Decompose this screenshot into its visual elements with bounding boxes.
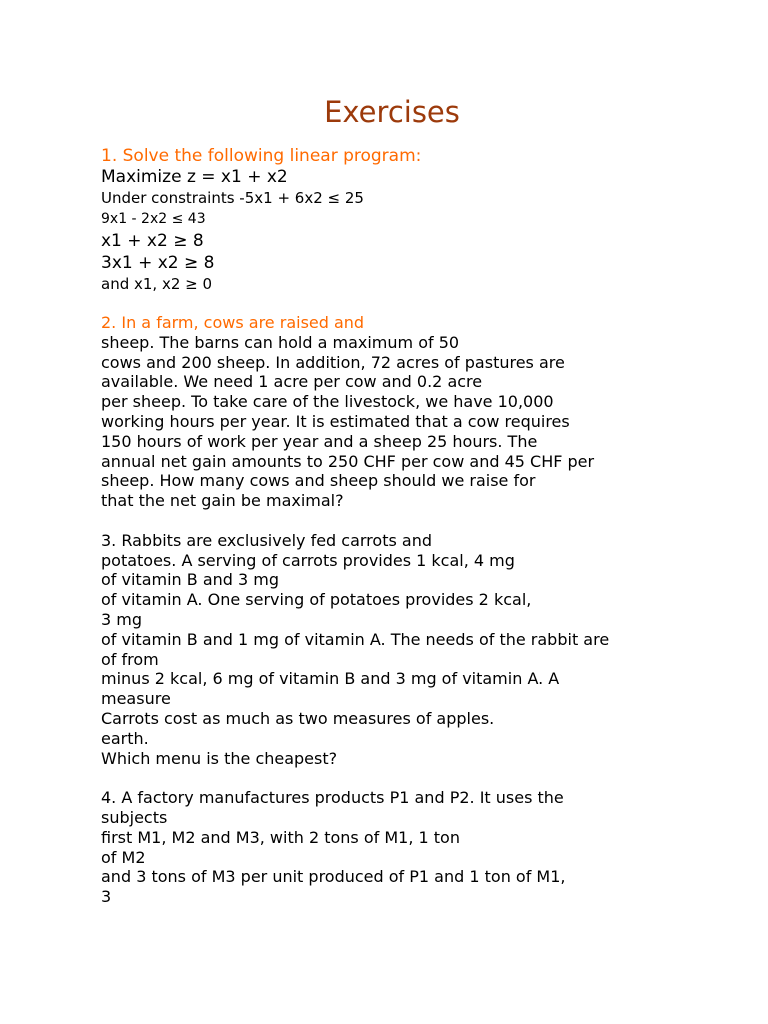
exercise-1-constraint: Under constraints -5x1 + 6x2 ≤ 25 xyxy=(101,189,364,207)
exercise-2 xyxy=(101,313,701,511)
spacer xyxy=(101,511,701,531)
text-line: of vitamin A. One serving of potatoes provides 2 kcal, xyxy=(101,590,532,610)
text-line: available. We need 1 acre per cow and 0.2 acre xyxy=(101,372,483,392)
text-line: of vitamin B and 1 mg of vitamin A. The needs of the rabbit are xyxy=(101,629,610,649)
spacer xyxy=(101,768,701,788)
text-line: sheep. The barns can hold a maximum of 50 xyxy=(101,332,460,352)
text-line: of from xyxy=(101,649,159,669)
text-line: of vitamin B and 3 mg xyxy=(101,570,280,590)
text-line: working hours per year. It is estimated that a cow requires xyxy=(101,411,570,431)
exercise-1-constraint: x1 + x2 ≥ 8 xyxy=(101,231,204,251)
exercise-1-constraint: 3x1 + x2 ≥ 8 xyxy=(101,253,215,273)
text-line: subjects xyxy=(101,807,168,827)
text-line: 4. A factory manufactures products P1 and P2. It uses the xyxy=(101,788,564,808)
text-line: of M2 xyxy=(101,847,146,867)
text-line: and 3 tons of M3 per unit produced of P1 and 1 ton of M1, xyxy=(101,867,566,887)
text-line: minus 2 kcal, 6 mg of vitamin B and 3 mg of vitamin A. A xyxy=(101,669,560,689)
text-line: earth. xyxy=(101,728,149,748)
text-line: potatoes. A serving of carrots provides 1 kcal, 4 mg xyxy=(101,550,515,570)
text-line: per sheep. To take care of the livestock, we have 10,000 xyxy=(101,392,554,412)
text-line: first M1, M2 and M3, with 2 tons of M1, 1 ton xyxy=(101,827,460,847)
text-line: 3. Rabbits are exclusively fed carrots and xyxy=(101,530,432,550)
text-line: cows and 200 sheep. In addition, 72 acres of pastures are xyxy=(101,352,565,372)
exercise-2-heading: 2. In a farm, cows are raised and xyxy=(101,313,365,332)
text-line: measure xyxy=(101,689,171,709)
exercise-1-constraint: 9x1 - 2x2 ≤ 43 xyxy=(101,211,206,227)
text-line: Which menu is the cheapest? xyxy=(101,748,338,768)
spacer xyxy=(101,295,701,313)
text-line: 3 mg xyxy=(101,609,143,629)
exercise-4 xyxy=(101,788,701,907)
exercise-1 xyxy=(101,146,701,295)
text-line: that the net gain be maximal? xyxy=(101,491,344,511)
exercise-1-constraint: and x1, x2 ≥ 0 xyxy=(101,275,213,293)
exercise-1-heading: 1. Solve the following linear program: xyxy=(101,146,422,166)
text-line: 3 xyxy=(101,887,112,907)
exercise-list xyxy=(101,146,701,907)
exercise-3 xyxy=(101,531,701,769)
text-line: 150 hours of work per year and a sheep 25 hours. The xyxy=(101,431,538,451)
text-line: annual net gain amounts to 250 CHF per cow and 45 CHF per xyxy=(101,451,595,471)
page-title: Exercises xyxy=(324,95,460,129)
text-line: Carrots cost as much as two measures of apples. xyxy=(101,708,495,728)
exercise-1-objective: Maximize z = x1 + x2 xyxy=(101,167,288,187)
text-line: sheep. How many cows and sheep should we raise for xyxy=(101,471,536,491)
